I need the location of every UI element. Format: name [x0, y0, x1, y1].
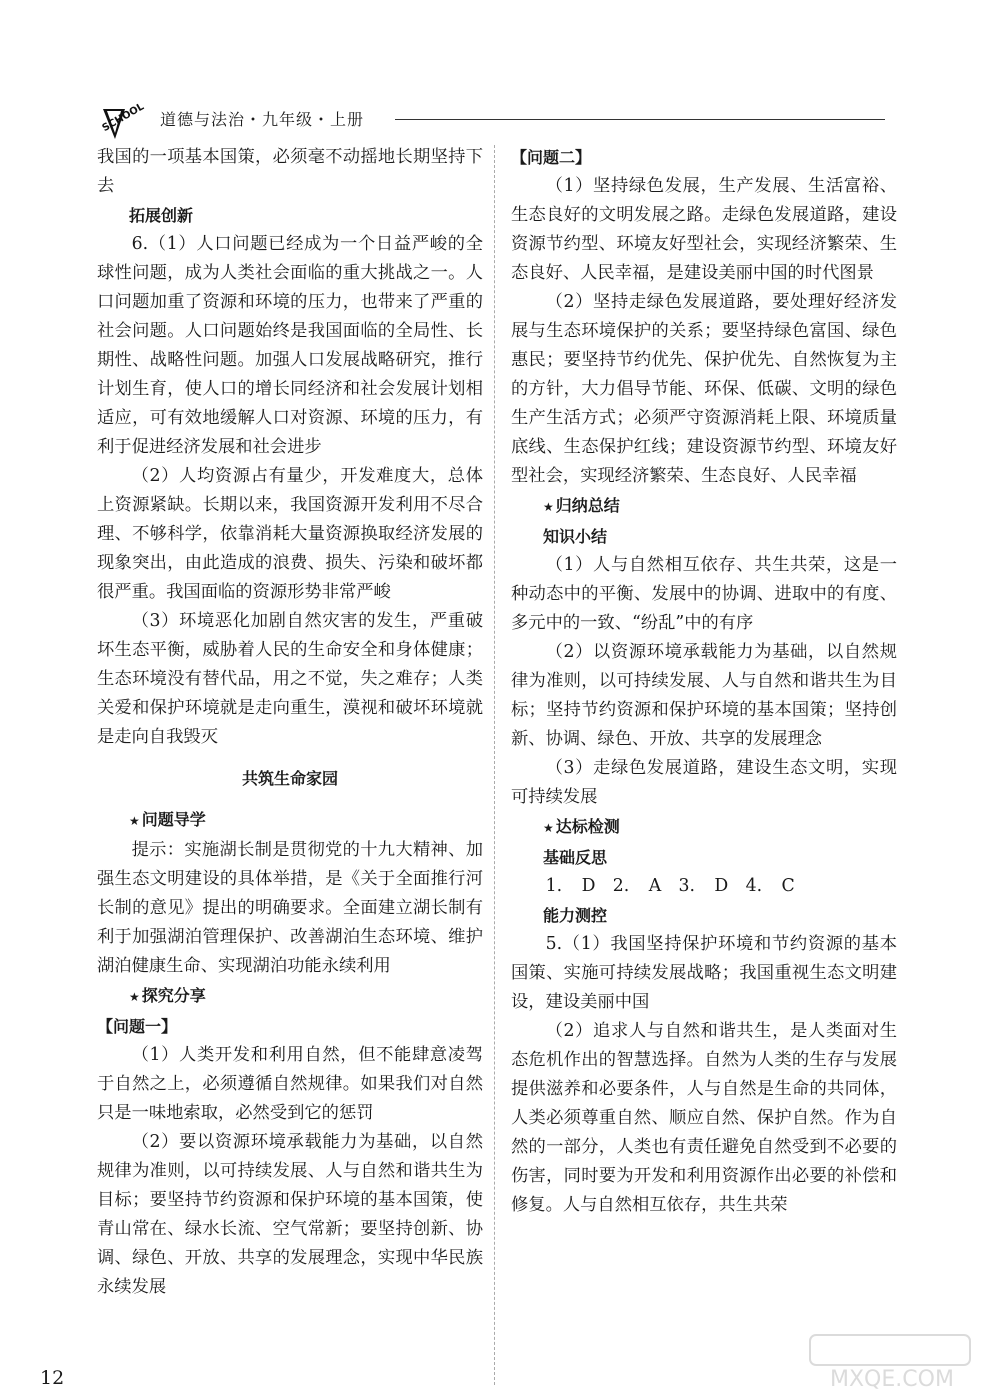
section-title: 共筑生命家园 [241, 769, 338, 788]
right-column [511, 143, 897, 1220]
heading-test: ★ 达标检测 [511, 812, 897, 843]
heading-question-1: 【问题一】 [97, 1017, 178, 1036]
paragraph: 5.（1）我国坚持保护环境和节约资源的基本国策、实施可持续发展战略；我国重视生态文明建设，建设美丽中国 [511, 934, 897, 1012]
paragraph: （3）走绿色发展道路，建设生态文明，实现可持续发展 [511, 758, 897, 807]
left-column [97, 143, 483, 1302]
paragraph: （2）以资源环境承载能力为基础，以自然规律为准则，以可持续发展、人与自然和谐共生为目标；坚持节约资源和保护环境的基本国策；坚持创新、协调、绿色、开放、共享的发展理念 [511, 642, 897, 749]
svg-text:MXQE.COM: MXQE.COM [830, 1367, 954, 1390]
school-logo-icon [95, 95, 157, 145]
paragraph: （1）人与自然相互依存、共生共荣，这是一种动态中的平衡、发展中的协调、进取中的有度、多元中的一致、“纷乱”中的有序 [511, 555, 897, 633]
paragraph: （2）人均资源占有量少，开发难度大，总体上资源紧缺。长期以来，我国资源开发利用不尽合理、不够科学，依靠消耗大量资源换取经济发展的现象突出，由此造成的浪费、损失、污染和破坏都很严重。我国面临的资源形势非常严峻 [97, 466, 483, 602]
heading-knowledge: 知识小结 [543, 527, 608, 546]
column-divider [494, 145, 495, 1385]
heading-expand: 拓展创新 [129, 206, 194, 225]
heading-ability: 能力测控 [543, 906, 608, 925]
header-rule [395, 119, 885, 120]
paragraph: 我国的一项基本国策，必须毫不动摇地长期坚持下去 [97, 147, 483, 196]
paragraph: （2）坚持走绿色发展道路，要处理好经济发展与生态环境保护的关系；要坚持绿色富国、绿色惠民；要坚持节约优先、保护优先、自然恢复为主的方针，大力倡导节能、环保、低碳、文明的绿色生产生活方式；必须严守资源消耗上限、环境质量底线、生态保护红线；建设资源节约型、环境友好型社会，实现经济繁荣、生态良好、人民幸福 [511, 292, 897, 486]
paragraph: （3）环境恶化加剧自然灾害的发生，严重破坏生态平衡，威胁着人民的生命安全和身体健康；生态环境没有替代品，用之不觉，失之难存；人类关爱和保护环境就是走向重生，漠视和破坏环境就是走向自我毁灭 [97, 611, 483, 747]
page-number: 12 [40, 1367, 65, 1389]
heading-guide: ★ 问题导学 [97, 805, 483, 836]
paragraph: 提示：实施湖长制是贯彻党的十九大精神、加强生态文明建设的具体举措，是《关于全面推行河长制的意见》提出的明确要求。全面建立湖长制有利于加强湖泊管理保护、改善湖泊生态环境、维护湖泊健康生命、实现湖泊功能永续利用 [97, 840, 483, 976]
paragraph: （2）要以资源环境承载能力为基础，以自然规律为准则，以可持续发展、人与自然和谐共生为目标；要坚持节约资源和保护环境的基本国策，使青山常在、绿水长流、空气常新；要坚持创新、协调、绿色、开放、共享的发展理念，实现中华民族永续发展 [97, 1132, 483, 1297]
heading-question-2: 【问题二】 [511, 148, 592, 167]
answer-line: 1. D 2. A 3. D 4. C [545, 876, 795, 896]
heading-summary: ★ 归纳总结 [511, 491, 897, 522]
page-header [95, 95, 895, 145]
svg-text:SCHOOL: SCHOOL [100, 101, 147, 135]
book-title: 道德与法治・九年级・上册 [160, 110, 365, 129]
heading-basic: 基础反思 [543, 848, 608, 867]
paragraph: （1）坚持绿色发展，生产发展、生活富裕、生态良好的文明发展之路。走绿色发展道路，建设资源节约型、环境友好型社会，实现经济繁荣、生态良好、人民幸福，是建设美丽中国的时代图景 [511, 176, 897, 283]
heading-explore: ★ 探究分享 [97, 981, 483, 1012]
paragraph: （1）人类开发和利用自然，但不能肆意凌驾于自然之上，必须遵循自然规律。如果我们对自然只是一味地索取，必然受到它的惩罚 [97, 1045, 483, 1123]
watermark-logo [790, 1330, 990, 1390]
paragraph: （2）追求人与自然和谐共生，是人类面对生态危机作出的智慧选择。自然为人类的生存与发展提供滋养和必要条件，人与自然是生命的共同体，人类必须尊重自然、顺应自然、保护自然。作为自然的一部分，人类也有责任避免自然受到不必要的伤害，同时要为开发和利用资源作出必要的补偿和修复。人与自然相互依存，共生共荣 [511, 1021, 897, 1215]
paragraph: 6.（1）人口问题已经成为一个日益严峻的全球性问题，成为人类社会面临的重大挑战之一。人口问题加重了资源和环境的压力，也带来了严重的社会问题。人口问题始终是我国面临的全局性、长期性、战略性问题。加强人口发展战略研究，推行计划生育，使人口的增长同经济和社会发展计划相适应，可有效地缓解人口对资源、环境的压力，有利于促进经济发展和社会进步 [97, 234, 483, 457]
